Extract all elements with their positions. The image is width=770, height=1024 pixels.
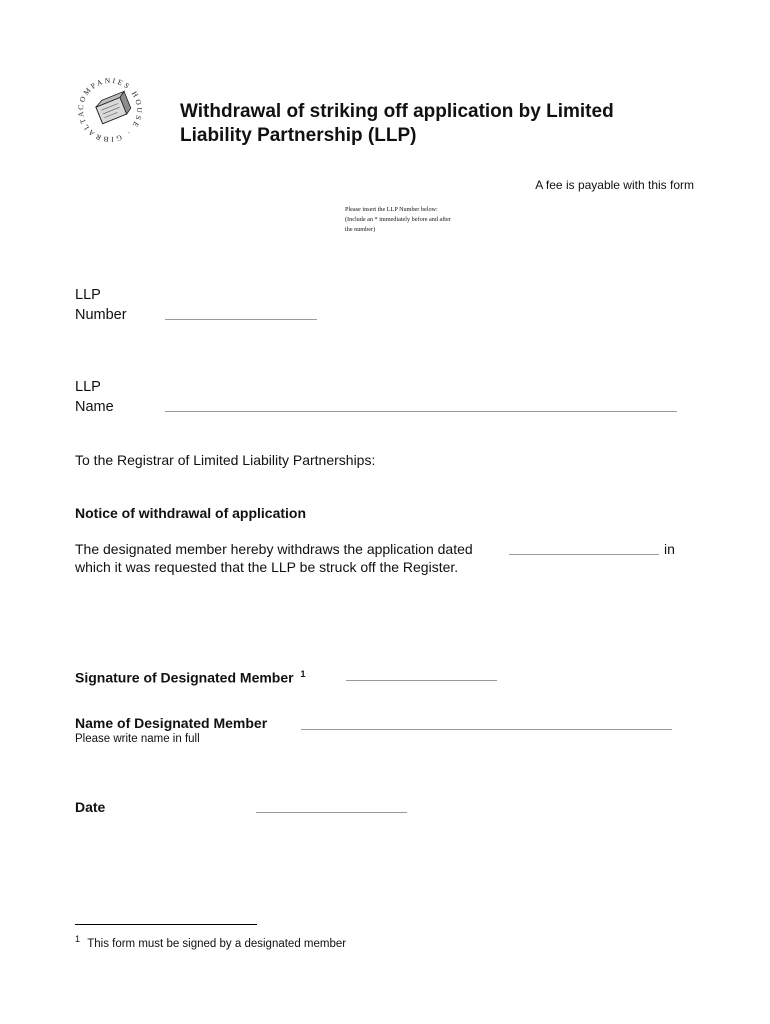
date-field[interactable]	[256, 812, 407, 813]
seal-text: COMPANIES HOUSE · GIBRALTA	[75, 75, 145, 145]
llp-number-label	[75, 285, 127, 325]
paragraph-text-3: which it was requested that the LLP be struck off the Register.	[75, 559, 459, 575]
llp-number-field[interactable]	[165, 319, 317, 320]
notice-heading: Notice of withdrawal of application	[75, 505, 307, 521]
footnote-text: This form must be signed by a designated member	[87, 937, 347, 950]
application-date-field[interactable]	[509, 554, 659, 555]
instruction-line-3: the number)	[345, 226, 376, 233]
fee-note: A fee is payable with this form	[535, 178, 694, 192]
form-title	[180, 100, 700, 148]
llp-number-label-line-1: LLP	[75, 287, 101, 303]
llp-number-instruction	[345, 205, 495, 235]
addressee: To the Registrar of Limited Liability Partnerships:	[75, 452, 376, 468]
footnote-divider	[75, 924, 257, 925]
date-label: Date	[75, 799, 106, 815]
paragraph-text-2: in	[664, 541, 675, 557]
signature-label	[75, 665, 306, 687]
paragraph-text-1: The designated member hereby withdraws the application dated	[75, 541, 473, 557]
footnote	[75, 934, 346, 950]
llp-number-label-line-2: Number	[75, 307, 127, 323]
withdrawal-paragraph	[75, 540, 685, 576]
signature-field[interactable]	[346, 680, 497, 681]
instruction-line-1: Please insert the LLP Number below:	[345, 206, 438, 213]
signature-label-text: Signature of Designated Member	[75, 669, 294, 686]
title-line-2: Liability Partnership (LLP)	[180, 125, 417, 146]
llp-name-field[interactable]	[165, 411, 677, 412]
name-hint: Please write name in full	[75, 733, 200, 745]
name-field[interactable]	[301, 729, 672, 730]
companies-house-seal	[72, 72, 148, 148]
signature-footnote-ref: 1	[300, 669, 306, 679]
instruction-line-2: (Include an * immediately before and after	[345, 216, 451, 223]
footnote-marker: 1	[75, 934, 81, 944]
name-label: Name of Designated Member	[75, 715, 268, 731]
title-line-1: Withdrawal of striking off application by Limited	[180, 101, 614, 122]
llp-name-label-line-1: LLP	[75, 379, 101, 395]
llp-name-label-line-2: Name	[75, 399, 114, 415]
llp-name-label	[75, 377, 114, 417]
